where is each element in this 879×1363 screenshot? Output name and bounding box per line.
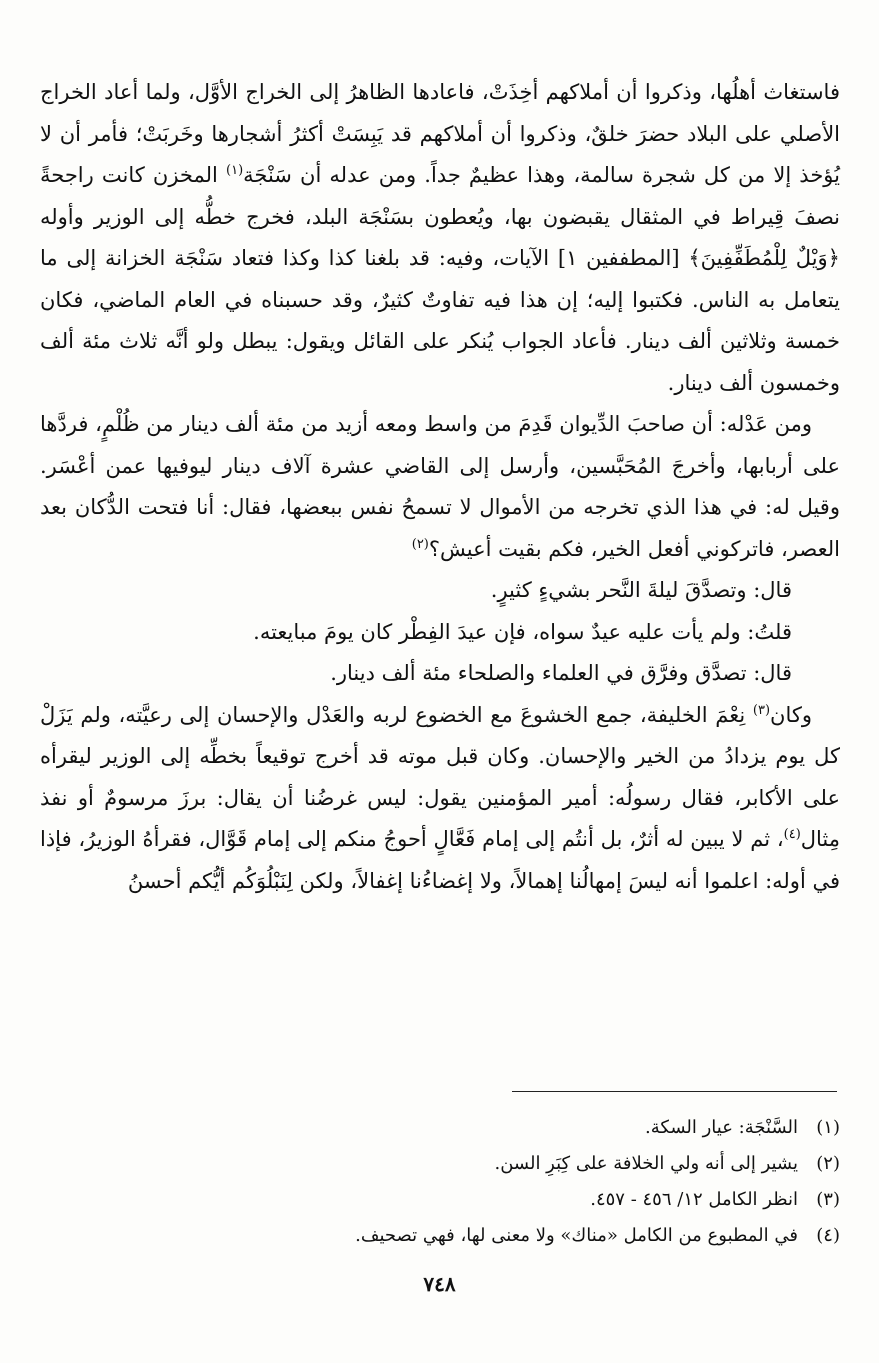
paragraph-text: ومن عَدْله: أن صاحبَ الدِّيوان قَدِمَ من واسط ومعه أزيد من مئة ألف دينار من ظُلْمٍ، فردَّها على أربابها، وأخرجَ المُحَبَّسين، وأرسل إلى القاضي عشرة آلاف دينار ليوفيها عمن أعْسَر. وقيل له: في هذا الذي تخرجه من الأموال لا تسمحُ نفس ببعضها، فقال: أنا فتحت الدُّكان بعد العصر، فاتركوني أفعل الخير، فكم بقيت أعيش؟ [40, 412, 840, 561]
quote-line: قلتُ: ولم يأت عليه عيدٌ سواه، فإن عيدَ الفِطْر كان يومَ مبايعته. [253, 619, 792, 644]
footnote-number: (٢) [816, 1153, 840, 1174]
footnote-ref: (٢) [411, 536, 429, 552]
footnote [60, 1146, 840, 1182]
paragraph-text: ، ثم لا يبين له أثرٌ، بل أنتُم إلى إمام فَعَّالٍ أحوجُ منكم إلى إمام قَوَّال، فقرأهُ الوزيرُ، فإذا في أوله: اعلموا أنه ليسَ إمهالُنا إهمالاً، ولا إغضاءُنا إغفالاً، ولكن لِنَبْلُوَكُم أيُّكم أحسنُ [40, 827, 840, 893]
footnote [60, 1110, 840, 1146]
main-text [40, 72, 840, 902]
paragraph [40, 695, 840, 903]
paragraph-text: فاستغاث أهلُها، وذكروا أن أملاكهم أخِذَتْ، فاعادها الظاهرُ إلى الخراج الأوَّل، ولما أعاد الخراج الأصلي على البلاد حضرَ خلقٌ، وذكروا أن أملاكهم قد يَبِسَتْ أكثرُ أشجارها وخَربَتْ؛ فأمر أن لا يُؤخذ إلا من كل شجرة سالمة، وهذا عظيمٌ جداً. ومن عدله أن سَنْجَة [40, 80, 840, 187]
footnote [60, 1182, 840, 1218]
footnote-ref: (١) [226, 163, 244, 178]
paragraph [40, 404, 840, 570]
paragraph [40, 72, 840, 404]
quote-line: قال: تصدَّق وفرَّق في العلماء والصلحاء مئة ألف دينار. [330, 661, 792, 685]
footnote-text: في المطبوع من الكامل «مناك» ولا معنى لها، فهي تصحيف. [355, 1225, 798, 1246]
footnote-ref: (٤) [783, 827, 801, 842]
footnote [60, 1218, 840, 1254]
paragraph-text: نِعْمَ الخليفة، جمع الخشوعَ مع الخضوع لربه والعَدْل والإحسان إلى رعيَّته، ولم يَزَلْ كل يوم يزدادُ من الخير والإحسان. وكان قبل موته قد أخرج توقيعاً بخطِّه إلى الوزير ليقرأه على الأكابر، فقال رسولُه: أمير المؤمنين يقول: ليس غرضُنا أن يقال: برزَ مرسومٌ أو نفذ مِثال [40, 702, 841, 851]
paragraph-text: وكان [770, 702, 812, 727]
footnote-text: يشير إلى أنه ولي الخلافة على كِبَرِ السن. [494, 1153, 798, 1174]
footnote-text: السَّنْجَة: عيار السكة. [645, 1117, 798, 1138]
footnote-ref: (٣) [752, 702, 771, 718]
footnote-separator [512, 1091, 837, 1092]
footnote-number: (٣) [816, 1189, 840, 1210]
page-number: ٧٤٨ [423, 1272, 456, 1296]
footnote-text: انظر الكامل ١٢/ ٤٥٦ - ٤٥٧. [590, 1189, 798, 1210]
footnote-number: (١) [816, 1117, 840, 1138]
quote-line: قال: وتصدَّقَ ليلةَ النَّحر بشيءٍ كثيرٍ. [490, 578, 792, 602]
paragraph-text: المخزن كانت راجحةً نصفَ قِيراط في المثقال يقبضون بها، ويُعطون بسَنْجَة البلد، فخرج خطُّه إلى الوزير وأوله ﴿وَيْلٌ لِلْمُطَفِّفِينَ﴾ [المطففين ١] الآيات، وفيه: قد بلغنا كذا وكذا فتعاد سَنْجَة الخزانة إلى ما يتعامل به الناس. فكتبوا إليه؛ إن هذا فيه تفاوتٌ كثيرٌ، وقد حسبناه في العام الماضي، فكان خمسة وثلاثين ألف دينار. فأعاد الجواب يُنكر على القائل ويقول: يبطل ولو أنَّه ثلاث مئة ألف وخمسون ألف دينار. [40, 163, 840, 395]
footnote-number: (٤) [816, 1225, 840, 1246]
footnotes [60, 1110, 840, 1254]
